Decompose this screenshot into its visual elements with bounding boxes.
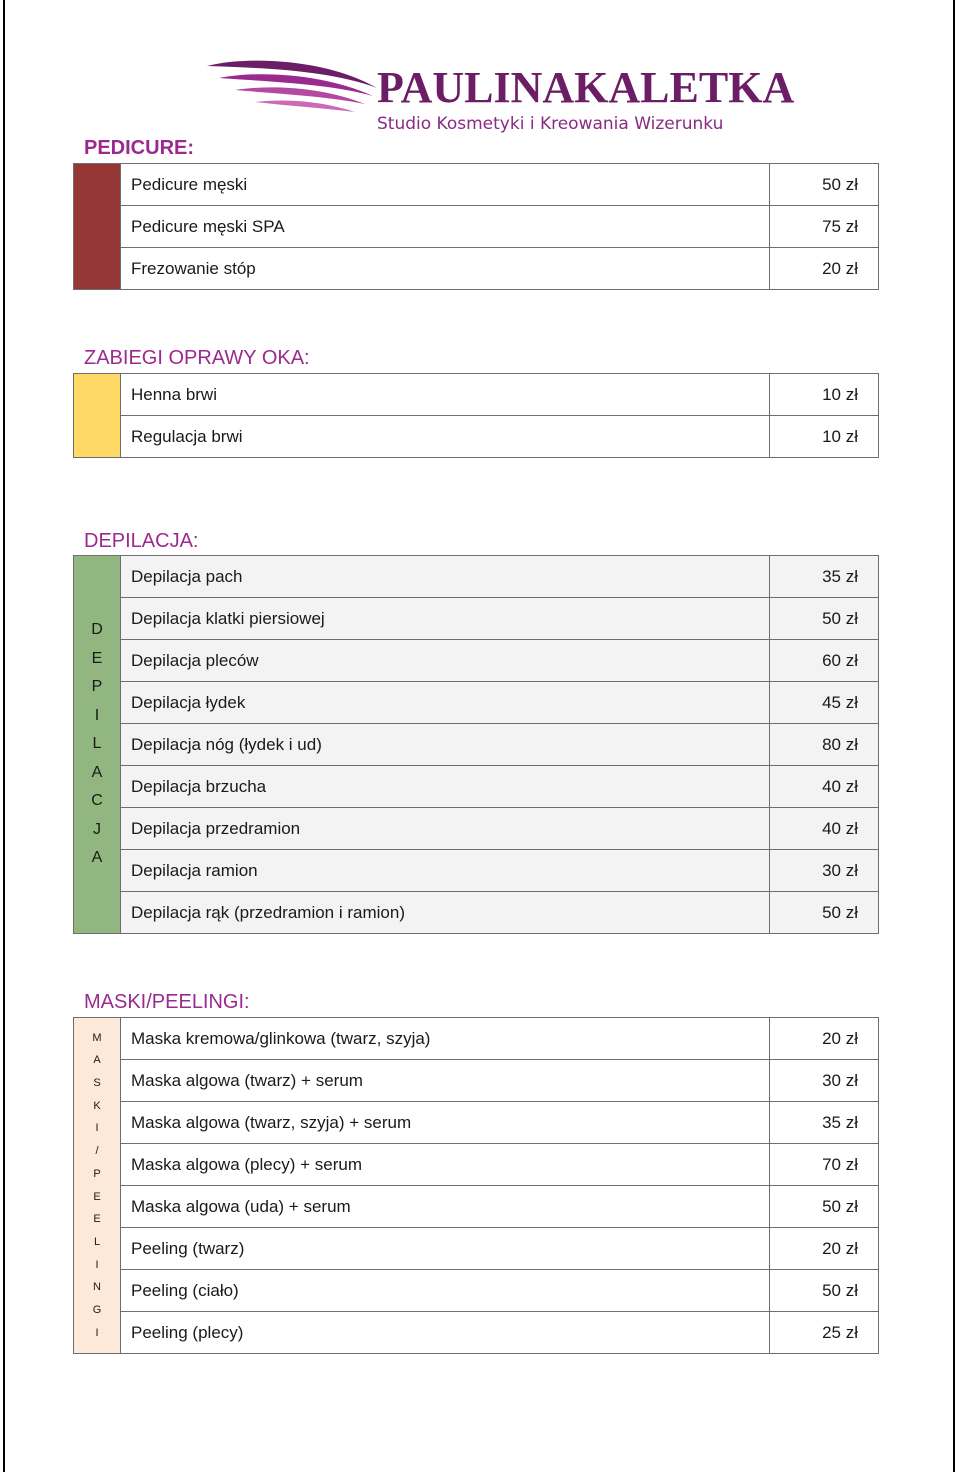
category-color-bar	[74, 374, 121, 458]
side-letter: I	[95, 1122, 99, 1135]
table-row	[74, 1102, 879, 1144]
table-row	[74, 248, 879, 290]
oprawa-table	[73, 373, 879, 458]
service-price: 40 zł	[770, 766, 879, 808]
side-letter: D	[91, 621, 103, 639]
service-name: Depilacja brzucha	[121, 766, 770, 808]
service-price: 50 zł	[770, 598, 879, 640]
side-letter: G	[92, 1304, 102, 1317]
service-name: Peeling (ciało)	[121, 1270, 770, 1312]
table-row	[74, 556, 879, 598]
side-letter: /	[95, 1145, 99, 1158]
side-letter: E	[93, 1213, 101, 1226]
table-row	[74, 416, 879, 458]
service-name: Depilacja łydek	[121, 682, 770, 724]
service-price: 40 zł	[770, 808, 879, 850]
category-side-label	[74, 1018, 121, 1354]
service-name: Maska algowa (plecy) + serum	[121, 1144, 770, 1186]
pedicure-table	[73, 163, 879, 290]
section-title-oprawa: ZABIEGI OPRAWY OKA:	[84, 347, 310, 369]
service-price: 60 zł	[770, 640, 879, 682]
wing-logo-icon	[205, 58, 380, 118]
brand-name: PAULINAKALETKA	[377, 63, 795, 112]
service-price: 50 zł	[770, 164, 879, 206]
service-name: Depilacja pach	[121, 556, 770, 598]
service-name: Maska algowa (twarz) + serum	[121, 1060, 770, 1102]
table-row	[74, 892, 879, 934]
side-letter: L	[93, 1235, 101, 1248]
side-letter: C	[91, 792, 103, 810]
page-border-left	[3, 0, 5, 1472]
service-price: 50 zł	[770, 892, 879, 934]
service-name: Depilacja przedramion	[121, 808, 770, 850]
side-letter: L	[92, 735, 102, 753]
service-price: 80 zł	[770, 724, 879, 766]
service-price: 30 zł	[770, 850, 879, 892]
section-title-depilacja: DEPILACJA:	[84, 530, 199, 552]
service-name: Maska kremowa/glinkowa (twarz, szyja)	[121, 1018, 770, 1060]
service-price: 25 zł	[770, 1312, 879, 1354]
side-letter: S	[93, 1076, 101, 1089]
table-row	[74, 724, 879, 766]
table-row	[74, 850, 879, 892]
side-letter: J	[93, 820, 101, 838]
side-letter: P	[91, 678, 103, 696]
side-letter: E	[91, 649, 103, 667]
service-name: Depilacja rąk (przedramion i ramion)	[121, 892, 770, 934]
category-color-bar	[74, 164, 121, 290]
service-name: Henna brwi	[121, 374, 770, 416]
service-price: 45 zł	[770, 682, 879, 724]
table-row	[74, 374, 879, 416]
category-side-label	[74, 556, 121, 934]
table-row	[74, 164, 879, 206]
table-row	[74, 1312, 879, 1354]
table-row	[74, 1228, 879, 1270]
table-row	[74, 1018, 879, 1060]
side-letter: M	[92, 1031, 102, 1044]
table-row	[74, 206, 879, 248]
service-name: Pedicure męski SPA	[121, 206, 770, 248]
service-name: Depilacja ramion	[121, 850, 770, 892]
brand-subtitle: Studio Kosmetyki i Kreowania Wizerunku	[377, 114, 724, 134]
service-name: Maska algowa (uda) + serum	[121, 1186, 770, 1228]
service-price: 20 zł	[770, 248, 879, 290]
table-row	[74, 1270, 879, 1312]
side-letter: I	[94, 706, 100, 724]
service-name: Regulacja brwi	[121, 416, 770, 458]
table-row	[74, 1060, 879, 1102]
service-name: Peeling (plecy)	[121, 1312, 770, 1354]
table-row	[74, 640, 879, 682]
service-name: Depilacja pleców	[121, 640, 770, 682]
service-price: 20 zł	[770, 1228, 879, 1270]
service-price: 20 zł	[770, 1018, 879, 1060]
table-row	[74, 766, 879, 808]
side-letter: I	[95, 1326, 99, 1339]
service-price: 75 zł	[770, 206, 879, 248]
service-price: 30 zł	[770, 1060, 879, 1102]
service-name: Depilacja klatki piersiowej	[121, 598, 770, 640]
table-row	[74, 808, 879, 850]
service-price: 50 zł	[770, 1186, 879, 1228]
brand-logo	[205, 58, 795, 138]
service-name: Pedicure męski	[121, 164, 770, 206]
side-letter: N	[93, 1281, 101, 1294]
side-letter: K	[93, 1099, 101, 1112]
table-row	[74, 682, 879, 724]
table-row	[74, 598, 879, 640]
service-price: 70 zł	[770, 1144, 879, 1186]
service-price: 35 zł	[770, 556, 879, 598]
maski-table	[73, 1017, 879, 1354]
section-title-maski: MASKI/PEELINGI:	[84, 991, 250, 1013]
service-name: Maska algowa (twarz, szyja) + serum	[121, 1102, 770, 1144]
service-price: 10 zł	[770, 416, 879, 458]
service-price: 35 zł	[770, 1102, 879, 1144]
side-letter: A	[91, 763, 103, 781]
side-letter: E	[93, 1190, 101, 1203]
service-price: 50 zł	[770, 1270, 879, 1312]
page-border-right	[953, 0, 955, 1472]
table-row	[74, 1144, 879, 1186]
section-title-pedicure: PEDICURE:	[84, 137, 195, 159]
service-name: Depilacja nóg (łydek i ud)	[121, 724, 770, 766]
side-letter: A	[93, 1054, 101, 1067]
service-name: Peeling (twarz)	[121, 1228, 770, 1270]
side-letter: P	[93, 1167, 101, 1180]
table-row	[74, 1186, 879, 1228]
side-letter: I	[95, 1258, 99, 1271]
service-name: Frezowanie stóp	[121, 248, 770, 290]
side-letter: A	[91, 849, 103, 867]
depilacja-table	[73, 555, 879, 934]
service-price: 10 zł	[770, 374, 879, 416]
